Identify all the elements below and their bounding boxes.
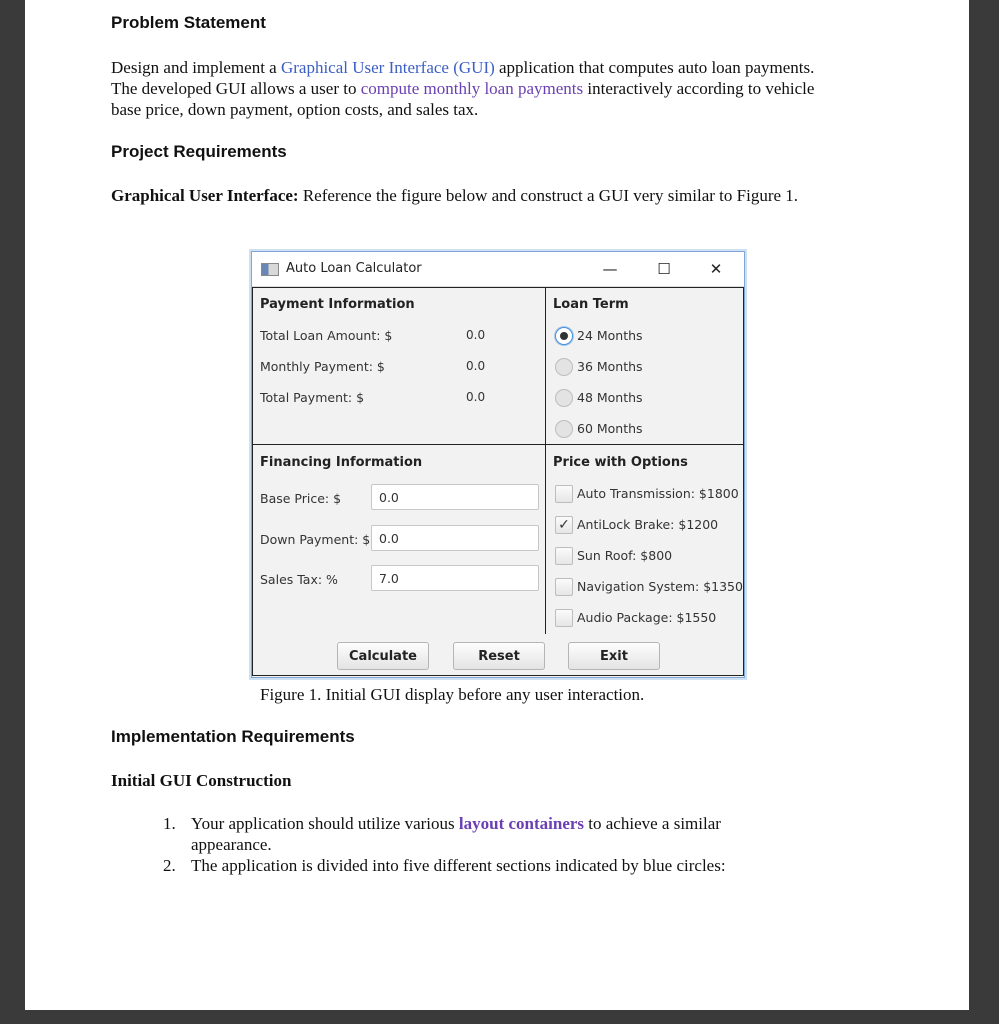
checkbox-label-audio-package: Audio Package: $1550 (577, 610, 717, 625)
total-loan-amount-value: 0.0 (466, 328, 486, 342)
list-item: 2. The application is divided into five different sections indicated by blue circles: (163, 856, 726, 875)
down-payment-input[interactable]: 0.0 (371, 525, 539, 551)
checkbox-audio-package[interactable] (555, 609, 573, 627)
checkbox-label-sun-roof: Sun Roof: $800 (577, 548, 673, 563)
loan-term-title: Loan Term (553, 297, 629, 312)
payment-information-title: Payment Information (260, 297, 415, 312)
total-payment-value: 0.0 (466, 390, 486, 404)
monthly-payments-link[interactable]: compute monthly loan payments (360, 79, 584, 98)
reset-button[interactable]: Reset (453, 642, 545, 670)
checkbox-auto-transmission[interactable] (555, 485, 573, 503)
heading-implementation-requirements: Implementation Requirements (111, 727, 355, 746)
window-title: Auto Loan Calculator (286, 261, 422, 276)
minimize-icon[interactable]: — (602, 260, 618, 278)
radio-36-months[interactable] (555, 358, 573, 376)
price-with-options-title: Price with Options (553, 455, 688, 470)
checkbox-sun-roof[interactable] (555, 547, 573, 565)
calculate-button[interactable]: Calculate (337, 642, 429, 670)
implementation-list (163, 813, 803, 876)
total-payment-label: Total Payment: $ (260, 390, 365, 405)
figure-caption: Figure 1. Initial GUI display before any user interaction. (260, 685, 645, 704)
sales-tax-label: Sales Tax: % (260, 572, 338, 587)
monthly-payment-label: Monthly Payment: $ (260, 359, 385, 374)
checkbox-navigation-system[interactable] (555, 578, 573, 596)
gui-requirement-paragraph: Graphical User Interface: Reference the figure below and construct a GUI very similar to Figure 1. (111, 186, 799, 205)
list-item: 1. Your application should utilize various layout containers to achieve a similar appearance. (163, 814, 721, 854)
layout-containers-link[interactable]: layout containers (458, 814, 585, 833)
app-icon (261, 263, 279, 276)
financing-information-title: Financing Information (260, 455, 423, 470)
close-icon[interactable]: ✕ (709, 260, 723, 278)
heading-problem-statement: Problem Statement (111, 13, 266, 32)
radio-label-36-months: 36 Months (577, 359, 643, 374)
heading-initial-gui-construction: Initial GUI Construction (111, 771, 292, 790)
gui-link[interactable]: Graphical User Interface (GUI) (280, 58, 495, 77)
base-price-label: Base Price: $ (260, 491, 342, 506)
base-price-input[interactable]: 0.0 (371, 484, 539, 510)
checkbox-label-auto-transmission: Auto Transmission: $1800 (577, 486, 739, 501)
window-titlebar (252, 252, 744, 287)
problem-paragraph: Design and implement a Graphical User Interface (GUI) application that computes auto loan payments. The developed GUI allows a user to compute monthly loan payments interactively according to vehicle base price, down payment, option costs, and sales tax. (111, 58, 815, 119)
checkbox-antilock-brake[interactable]: ✓ (555, 516, 573, 534)
price-with-options-pane (545, 444, 744, 636)
checkbox-label-navigation-system: Navigation System: $1350 (577, 579, 743, 594)
radio-60-months[interactable] (555, 420, 573, 438)
radio-24-months[interactable] (555, 327, 573, 345)
heading-project-requirements: Project Requirements (111, 142, 287, 161)
radio-label-48-months: 48 Months (577, 390, 643, 405)
payment-information-pane (252, 287, 547, 446)
maximize-icon[interactable]: ☐ (657, 260, 671, 278)
loan-term-pane (545, 287, 744, 446)
financing-information-pane (252, 444, 547, 636)
sales-tax-input[interactable]: 7.0 (371, 565, 539, 591)
down-payment-label: Down Payment: $ (260, 532, 371, 547)
radio-label-60-months: 60 Months (577, 421, 643, 436)
radio-48-months[interactable] (555, 389, 573, 407)
total-loan-amount-label: Total Loan Amount: $ (260, 328, 393, 343)
exit-button[interactable]: Exit (568, 642, 660, 670)
checkbox-label-antilock-brake: AntiLock Brake: $1200 (577, 517, 719, 532)
radio-label-24-months: 24 Months (577, 328, 643, 343)
monthly-payment-value: 0.0 (466, 359, 486, 373)
auto-loan-calculator-window (251, 251, 745, 678)
